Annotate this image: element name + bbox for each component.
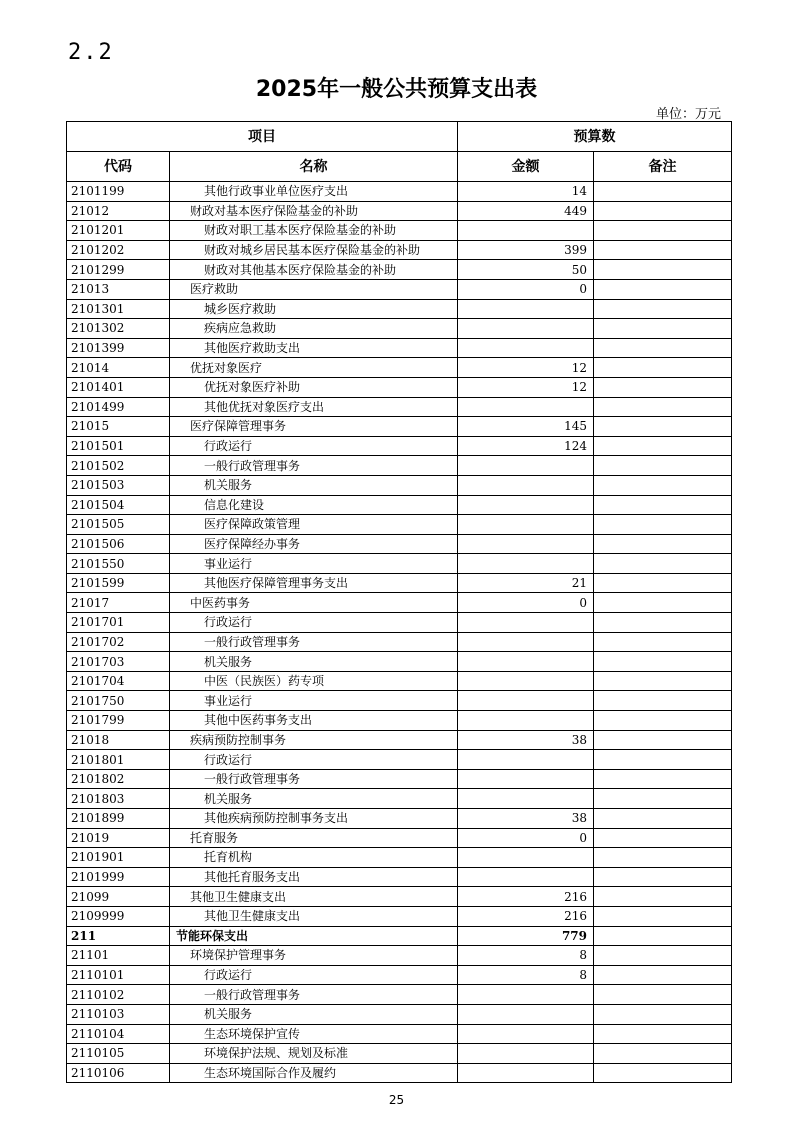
row-name: 医疗保障政策管理: [170, 515, 458, 535]
row-amount: 21: [458, 573, 594, 593]
row-name: 机关服务: [170, 652, 458, 672]
row-code: 2101504: [67, 495, 170, 515]
table-row: [67, 593, 732, 613]
row-remark: [594, 730, 732, 750]
row-name: 节能环保支出: [170, 926, 458, 946]
row-remark: [594, 358, 732, 378]
row-amount: [458, 1063, 594, 1083]
row-amount: 38: [458, 730, 594, 750]
row-code: 2101802: [67, 769, 170, 789]
row-name: 一般行政管理事务: [170, 632, 458, 652]
row-code: 2101302: [67, 319, 170, 339]
row-remark: [594, 1063, 732, 1083]
row-amount: [458, 319, 594, 339]
table-row: [67, 848, 732, 868]
row-remark: [594, 240, 732, 260]
row-remark: [594, 946, 732, 966]
row-code: 2110102: [67, 985, 170, 1005]
row-name: 其他疾病预防控制事务支出: [170, 809, 458, 829]
row-code: 21101: [67, 946, 170, 966]
row-code: 2101901: [67, 848, 170, 868]
row-remark: [594, 1024, 732, 1044]
row-amount: 216: [458, 887, 594, 907]
table-row: [67, 946, 732, 966]
row-amount: [458, 338, 594, 358]
table-row: [67, 711, 732, 731]
page-title: 2025年一般公共预算支出表: [255, 77, 538, 102]
row-amount: [458, 534, 594, 554]
row-name: 其他优抚对象医疗支出: [170, 397, 458, 417]
row-remark: [594, 495, 732, 515]
row-remark: [594, 534, 732, 554]
row-code: 2110105: [67, 1044, 170, 1064]
row-amount: [458, 1024, 594, 1044]
table-row: [67, 769, 732, 789]
row-name: 其他中医药事务支出: [170, 711, 458, 731]
row-amount: [458, 691, 594, 711]
row-amount: [458, 848, 594, 868]
row-remark: [594, 260, 732, 280]
row-code: 2101501: [67, 436, 170, 456]
page-number: 25: [388, 1093, 405, 1107]
row-name: 环境保护法规、规划及标准: [170, 1044, 458, 1064]
row-remark: [594, 338, 732, 358]
row-name: 疾病应急救助: [170, 319, 458, 339]
row-amount: [458, 711, 594, 731]
row-remark: [594, 554, 732, 574]
row-amount: 145: [458, 417, 594, 437]
header-row-group: [67, 122, 732, 152]
row-remark: [594, 397, 732, 417]
table-row: [67, 1004, 732, 1024]
row-remark: [594, 965, 732, 985]
table-row: [67, 1044, 732, 1064]
row-name: 城乡医疗救助: [170, 299, 458, 319]
table-row: [67, 182, 732, 202]
row-name: 一般行政管理事务: [170, 985, 458, 1005]
table-row: [67, 221, 732, 241]
table-row: [67, 299, 732, 319]
row-remark: [594, 789, 732, 809]
row-name: 财政对职工基本医疗保险基金的补助: [170, 221, 458, 241]
row-name: 托育机构: [170, 848, 458, 868]
row-code: 2101750: [67, 691, 170, 711]
row-code: 2101401: [67, 377, 170, 397]
row-amount: [458, 985, 594, 1005]
row-name: 行政运行: [170, 436, 458, 456]
table-row: [67, 828, 732, 848]
row-name: 其他卫生健康支出: [170, 906, 458, 926]
row-amount: 14: [458, 182, 594, 202]
row-remark: [594, 750, 732, 770]
row-code: 2101503: [67, 475, 170, 495]
row-name: 事业运行: [170, 554, 458, 574]
table-row: [67, 417, 732, 437]
budget-table: [66, 121, 732, 1083]
row-remark: [594, 417, 732, 437]
row-name: 一般行政管理事务: [170, 769, 458, 789]
row-remark: [594, 867, 732, 887]
row-code: 21018: [67, 730, 170, 750]
row-code: 2101199: [67, 182, 170, 202]
row-code: 2101201: [67, 221, 170, 241]
row-amount: 8: [458, 965, 594, 985]
row-code: 2101499: [67, 397, 170, 417]
row-name: 医疗保障管理事务: [170, 417, 458, 437]
table-row: [67, 926, 732, 946]
row-amount: [458, 495, 594, 515]
header-code: 代码: [67, 152, 170, 182]
table-row: [67, 358, 732, 378]
row-remark: [594, 671, 732, 691]
row-name: 托育服务: [170, 828, 458, 848]
row-name: 医疗救助: [170, 279, 458, 299]
row-code: 2101702: [67, 632, 170, 652]
row-name: 财政对其他基本医疗保险基金的补助: [170, 260, 458, 280]
row-name: 优抚对象医疗: [170, 358, 458, 378]
row-amount: 0: [458, 828, 594, 848]
row-amount: [458, 769, 594, 789]
row-code: 21099: [67, 887, 170, 907]
row-code: 2101202: [67, 240, 170, 260]
row-remark: [594, 377, 732, 397]
row-amount: 0: [458, 593, 594, 613]
row-code: 211: [67, 926, 170, 946]
row-name: 中医药事务: [170, 593, 458, 613]
row-name: 环境保护管理事务: [170, 946, 458, 966]
row-remark: [594, 769, 732, 789]
row-name: 行政运行: [170, 613, 458, 633]
row-remark: [594, 809, 732, 829]
row-code: 21012: [67, 201, 170, 221]
row-code: 21013: [67, 279, 170, 299]
table-body: [67, 182, 732, 1083]
row-name: 生态环境保护宣传: [170, 1024, 458, 1044]
row-amount: 779: [458, 926, 594, 946]
row-amount: [458, 397, 594, 417]
table-row: [67, 475, 732, 495]
row-name: 机关服务: [170, 475, 458, 495]
row-amount: 124: [458, 436, 594, 456]
row-code: 21015: [67, 417, 170, 437]
row-remark: [594, 887, 732, 907]
row-amount: [458, 789, 594, 809]
row-amount: [458, 750, 594, 770]
row-amount: 399: [458, 240, 594, 260]
row-name: 机关服务: [170, 789, 458, 809]
row-remark: [594, 456, 732, 476]
row-code: 2110104: [67, 1024, 170, 1044]
row-amount: 449: [458, 201, 594, 221]
table-row: [67, 397, 732, 417]
header-remark: 备注: [594, 152, 732, 182]
row-code: 2101703: [67, 652, 170, 672]
row-remark: [594, 848, 732, 868]
row-amount: 12: [458, 377, 594, 397]
row-name: 其他行政事业单位医疗支出: [170, 182, 458, 202]
row-remark: [594, 573, 732, 593]
row-code: 2110106: [67, 1063, 170, 1083]
row-amount: [458, 221, 594, 241]
row-amount: [458, 671, 594, 691]
row-amount: 8: [458, 946, 594, 966]
table-row: [67, 338, 732, 358]
row-remark: [594, 182, 732, 202]
row-remark: [594, 475, 732, 495]
row-code: 2101550: [67, 554, 170, 574]
table-row: [67, 456, 732, 476]
row-amount: [458, 613, 594, 633]
row-remark: [594, 593, 732, 613]
row-code: 2101599: [67, 573, 170, 593]
row-code: 2101799: [67, 711, 170, 731]
row-name: 其他医疗救助支出: [170, 338, 458, 358]
row-code: 2101505: [67, 515, 170, 535]
table-row: [67, 985, 732, 1005]
row-name: 其他卫生健康支出: [170, 887, 458, 907]
row-remark: [594, 221, 732, 241]
row-name: 事业运行: [170, 691, 458, 711]
row-code: 21017: [67, 593, 170, 613]
table-row: [67, 965, 732, 985]
row-code: 2110103: [67, 1004, 170, 1024]
table-row: [67, 887, 732, 907]
row-remark: [594, 1004, 732, 1024]
row-code: 21014: [67, 358, 170, 378]
row-amount: [458, 456, 594, 476]
row-remark: [594, 436, 732, 456]
row-code: 2101704: [67, 671, 170, 691]
row-code: 2101999: [67, 867, 170, 887]
table-row: [67, 750, 732, 770]
row-remark: [594, 906, 732, 926]
section-number: 2.2: [68, 40, 114, 65]
table-row: [67, 515, 732, 535]
table-row: [67, 1024, 732, 1044]
table-row: [67, 652, 732, 672]
row-name: 一般行政管理事务: [170, 456, 458, 476]
table-row: [67, 809, 732, 829]
row-amount: [458, 475, 594, 495]
row-name: 机关服务: [170, 1004, 458, 1024]
table-row: [67, 789, 732, 809]
header-project: 项目: [67, 122, 458, 152]
row-code: 2101502: [67, 456, 170, 476]
row-amount: [458, 1004, 594, 1024]
row-amount: [458, 299, 594, 319]
row-amount: 216: [458, 906, 594, 926]
row-remark: [594, 691, 732, 711]
unit-label: 单位：万元: [655, 107, 721, 122]
row-remark: [594, 515, 732, 535]
table-row: [67, 240, 732, 260]
row-code: 2101506: [67, 534, 170, 554]
row-name: 医疗保障经办事务: [170, 534, 458, 554]
table-row: [67, 613, 732, 633]
row-name: 其他托育服务支出: [170, 867, 458, 887]
row-remark: [594, 711, 732, 731]
row-name: 中医（民族医）药专项: [170, 671, 458, 691]
row-name: 疾病预防控制事务: [170, 730, 458, 750]
row-remark: [594, 613, 732, 633]
table-row: [67, 573, 732, 593]
row-code: 2101301: [67, 299, 170, 319]
row-remark: [594, 279, 732, 299]
row-code: 2101803: [67, 789, 170, 809]
row-remark: [594, 632, 732, 652]
table-row: [67, 279, 732, 299]
table-row: [67, 691, 732, 711]
row-remark: [594, 201, 732, 221]
row-code: 2110101: [67, 965, 170, 985]
row-remark: [594, 319, 732, 339]
table-row: [67, 906, 732, 926]
row-code: 21019: [67, 828, 170, 848]
header-amount: 金额: [458, 152, 594, 182]
row-amount: 12: [458, 358, 594, 378]
row-amount: 0: [458, 279, 594, 299]
row-remark: [594, 828, 732, 848]
row-amount: [458, 554, 594, 574]
table-row: [67, 671, 732, 691]
table-row: [67, 319, 732, 339]
header-row-columns: [67, 152, 732, 182]
row-amount: 38: [458, 809, 594, 829]
row-code: 2101801: [67, 750, 170, 770]
table-row: [67, 554, 732, 574]
table-row: [67, 730, 732, 750]
header-budget: 预算数: [458, 122, 732, 152]
row-remark: [594, 926, 732, 946]
table-row: [67, 632, 732, 652]
header-name: 名称: [170, 152, 458, 182]
row-remark: [594, 652, 732, 672]
table-row: [67, 1063, 732, 1083]
table-row: [67, 436, 732, 456]
row-code: 2101399: [67, 338, 170, 358]
row-name: 生态环境国际合作及履约: [170, 1063, 458, 1083]
row-name: 行政运行: [170, 965, 458, 985]
row-name: 财政对城乡居民基本医疗保险基金的补助: [170, 240, 458, 260]
row-remark: [594, 1044, 732, 1064]
row-remark: [594, 985, 732, 1005]
row-name: 信息化建设: [170, 495, 458, 515]
row-amount: 50: [458, 260, 594, 280]
table-row: [67, 867, 732, 887]
row-amount: [458, 652, 594, 672]
row-remark: [594, 299, 732, 319]
row-name: 财政对基本医疗保险基金的补助: [170, 201, 458, 221]
table-row: [67, 260, 732, 280]
table-row: [67, 377, 732, 397]
row-amount: [458, 515, 594, 535]
row-name: 优抚对象医疗补助: [170, 377, 458, 397]
row-amount: [458, 632, 594, 652]
row-code: 2101701: [67, 613, 170, 633]
row-code: 2109999: [67, 906, 170, 926]
row-code: 2101899: [67, 809, 170, 829]
row-code: 2101299: [67, 260, 170, 280]
row-name: 行政运行: [170, 750, 458, 770]
table-row: [67, 201, 732, 221]
row-amount: [458, 867, 594, 887]
table-row: [67, 495, 732, 515]
row-amount: [458, 1044, 594, 1064]
table-row: [67, 534, 732, 554]
row-name: 其他医疗保障管理事务支出: [170, 573, 458, 593]
